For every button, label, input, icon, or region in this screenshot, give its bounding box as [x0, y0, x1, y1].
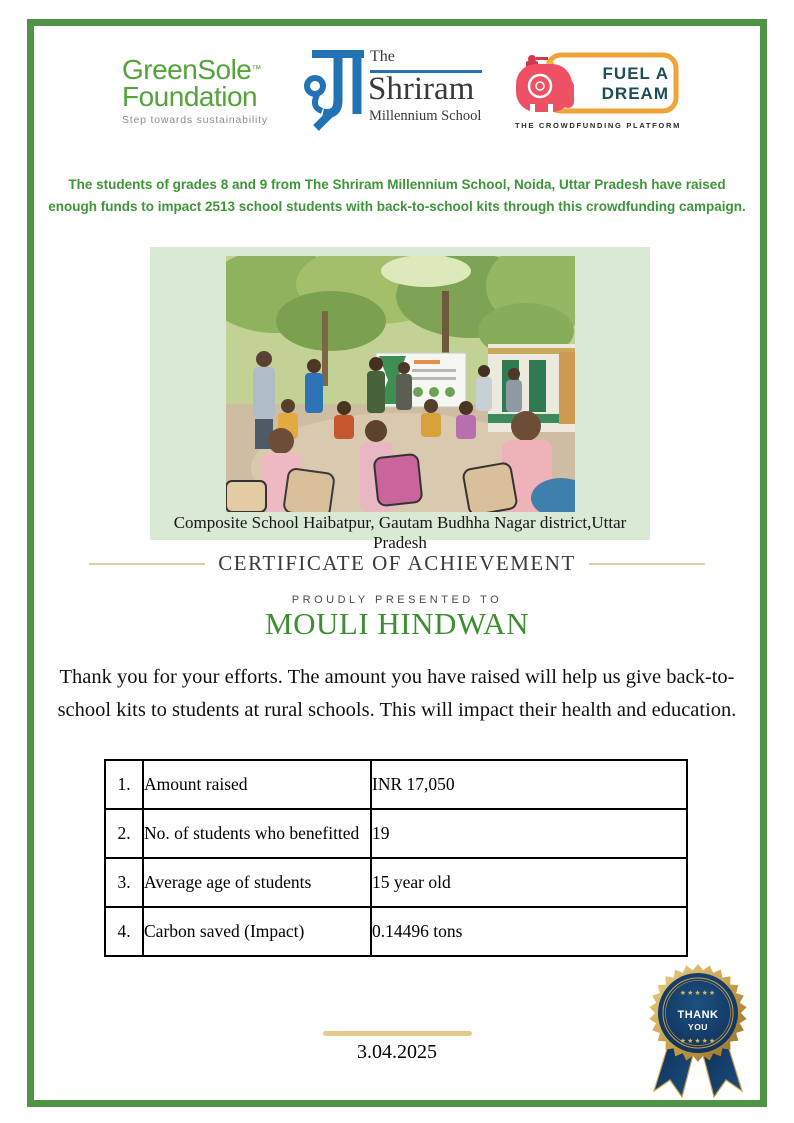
- row-number: 4.: [105, 907, 143, 956]
- badge-text-line2: YOU: [688, 1022, 708, 1032]
- photo-illustration: [226, 256, 575, 512]
- photo-panel: [150, 247, 650, 552]
- greensole-tagline: Step towards sustainability: [122, 114, 268, 126]
- thank-you-badge: [636, 961, 760, 1101]
- greensole-wordmark-line2: Foundation: [122, 81, 258, 112]
- row-label: Average age of students: [143, 858, 371, 907]
- shriram-the: The: [370, 48, 395, 65]
- certificate-date: 3.04.2025: [357, 1041, 437, 1063]
- row-value: 19: [371, 809, 687, 858]
- row-value: 0.14496 tons: [371, 907, 687, 956]
- table-row: [105, 907, 687, 956]
- fueladream-logo: [514, 52, 682, 130]
- row-number: 1.: [105, 760, 143, 809]
- row-number: 3.: [105, 858, 143, 907]
- shriram-name: Shriram: [368, 71, 475, 107]
- row-label: No. of students who benefitted: [143, 809, 371, 858]
- shriram-logo: [302, 46, 484, 134]
- impact-table: [104, 759, 688, 957]
- table-row: [105, 809, 687, 858]
- greensole-wordmark-line1: [122, 56, 292, 83]
- presented-label: PROUDLY PRESENTED TO: [291, 594, 503, 606]
- row-label: Amount raised: [143, 760, 371, 809]
- badge-stars-top: ★★★★★: [679, 989, 717, 997]
- date-divider: [323, 1031, 472, 1036]
- shriram-subname: Millennium School: [369, 108, 482, 124]
- greensole-name: GreenSole: [122, 54, 252, 85]
- shri-devanagari-icon: [302, 48, 366, 132]
- recipient-name: MOULI HINDWAN: [265, 606, 529, 641]
- badge-text-line1: THANK: [677, 1009, 719, 1021]
- fueladream-wordmark-line1: FUEL A: [602, 64, 669, 83]
- certificate-heading-row: [0, 551, 794, 576]
- fueladream-wordmark-line2: DREAM: [601, 84, 669, 103]
- table-row: [105, 760, 687, 809]
- row-label: Carbon saved (Impact): [143, 907, 371, 956]
- greensole-logo: [122, 56, 292, 126]
- intro-text: The students of grades 8 and 9 from The Shriram Millennium School, Noida, Uttar Pradesh have raised enough funds to impact 2513 school students with back-to-school kits through this crowdfunding campaign.: [48, 177, 746, 214]
- table-row: [105, 858, 687, 907]
- trademark-symbol: ™: [251, 64, 261, 75]
- row-value: 15 year old: [371, 858, 687, 907]
- thank-you-message: Thank you for your efforts. The amount you have raised will help us give back-to-school kits to students at rural schools. This will impact their health and education.: [57, 666, 737, 721]
- heading-rule-right: [589, 563, 705, 565]
- heading-rule-left: [89, 563, 205, 565]
- row-number: 2.: [105, 809, 143, 858]
- certificate-heading: CERTIFICATE OF ACHIEVEMENT: [218, 551, 576, 575]
- fueladream-mark: [514, 52, 682, 118]
- row-value: INR 17,050: [371, 760, 687, 809]
- badge-stars-bottom: ★★★★★: [679, 1037, 717, 1045]
- fueladream-tagline: THE CROWDFUNDING PLATFORM: [514, 121, 682, 130]
- photo-caption: Composite School Haibatpur, Gautam Budhha Nagar district,Uttar Pradesh: [173, 513, 627, 552]
